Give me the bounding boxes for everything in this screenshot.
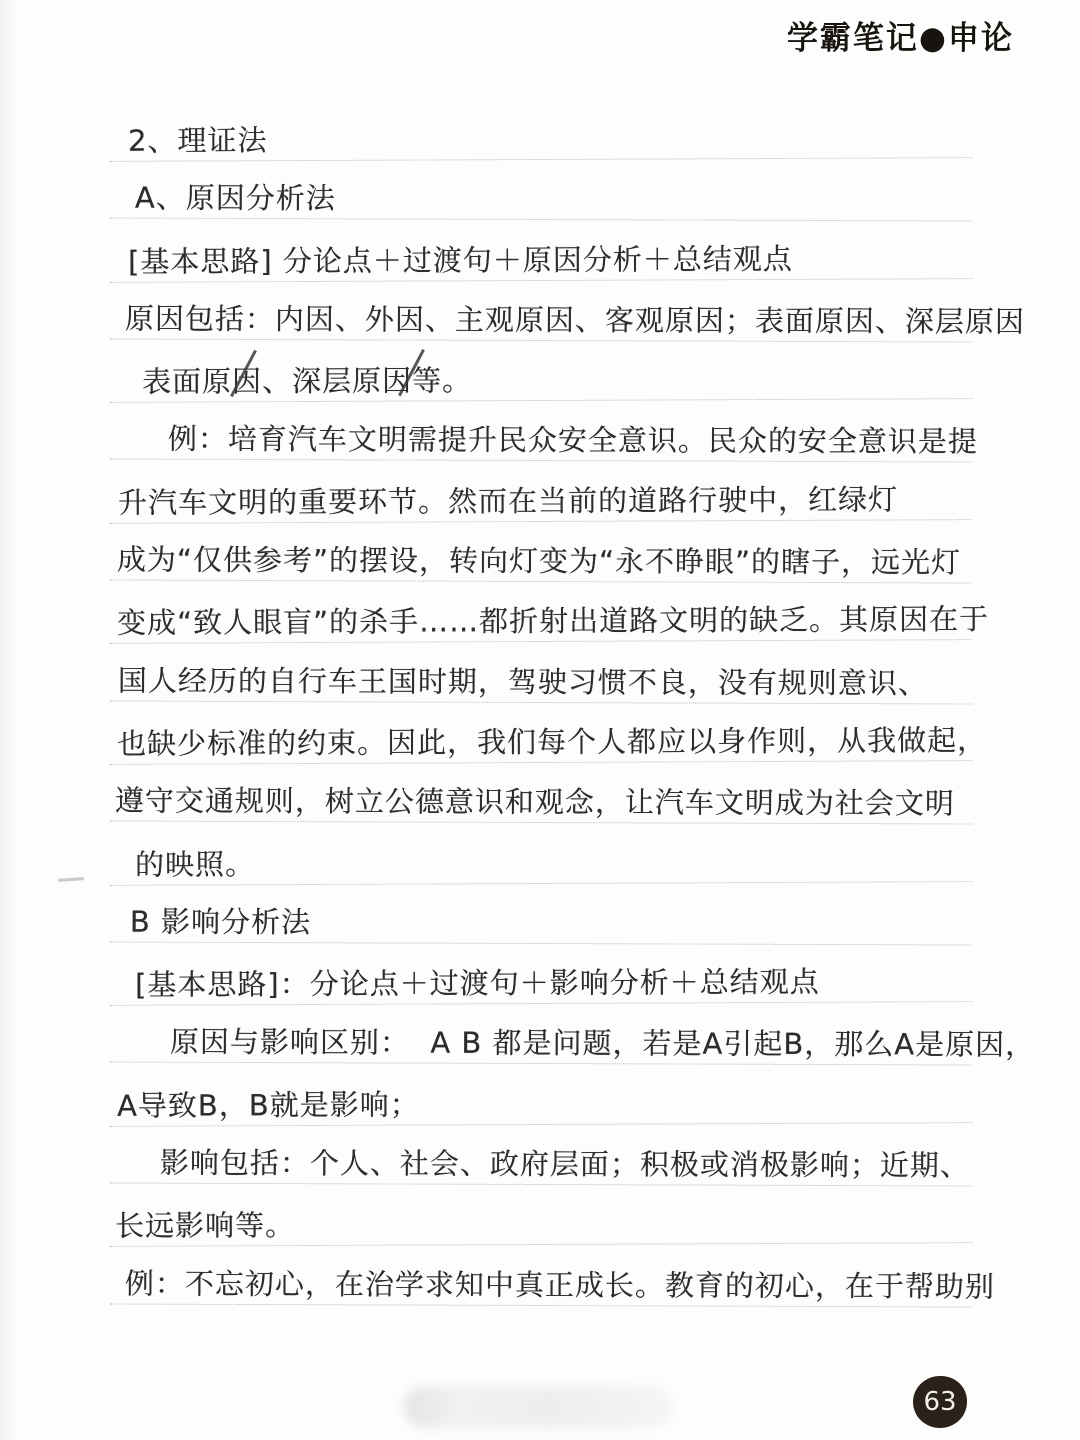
line-text: A、原因分析法 bbox=[134, 181, 336, 216]
handwritten-line bbox=[110, 521, 972, 584]
page-header-title: 学霸笔记●申论 bbox=[786, 19, 1014, 57]
handwritten-line bbox=[110, 1124, 972, 1187]
line-text: 成为“仅供参考”的摆设，转向灯变为“永不睁眼”的瞎子，远光灯 bbox=[116, 543, 962, 580]
handwritten-line bbox=[110, 460, 972, 524]
page-number-badge bbox=[913, 1376, 967, 1428]
handwritten-line bbox=[110, 822, 972, 886]
line-text: 遵守交通规则，树立公德意识和观念，让汽车文明成为社会文明 bbox=[114, 784, 956, 822]
handwritten-line bbox=[110, 98, 972, 162]
line-text: A导致B，B就是影响； bbox=[116, 1087, 420, 1124]
line-text: 表面原因、深层原因等。 bbox=[141, 363, 473, 400]
line-text: 也缺少标准的约束。因此，我们每个人都应以身作则，从我做起， bbox=[116, 723, 988, 762]
handwritten-line bbox=[110, 1063, 972, 1127]
line-text: [基本思路]：分论点＋过渡句＋影响分析＋总结观点 bbox=[134, 965, 820, 1003]
line-text: 国人经历的自行车王国时期，驾驶习惯不良，没有规则意识、 bbox=[117, 663, 929, 701]
line-text: 原因包括：内因、外因、主观原因、客观原因；表面原因、深层原因 bbox=[124, 301, 1026, 339]
line-text: 例：不忘初心，在治学求知中真正成长。教育的初心，在于帮助别 bbox=[124, 1266, 996, 1304]
line-text: 变成“致人眼盲”的杀手……都折射出道路文明的缺乏。其原因在于 bbox=[116, 602, 990, 641]
handwritten-line bbox=[110, 159, 972, 222]
handwritten-line bbox=[110, 882, 972, 945]
handwritten-line bbox=[110, 701, 988, 765]
line-text: 长远影响等。 bbox=[114, 1208, 296, 1244]
line-text: B 影响分析法 bbox=[129, 904, 312, 940]
handwritten-line bbox=[110, 942, 972, 1006]
line-text: 升汽车文明的重要环节。然而在当前的道路行驶中，红绿灯 bbox=[117, 482, 899, 521]
handwritten-line bbox=[110, 641, 972, 704]
line-text: 的映照。 bbox=[134, 847, 256, 882]
handwritten-line bbox=[110, 762, 972, 825]
handwritten-line bbox=[110, 400, 979, 463]
page-number: 63 bbox=[923, 1387, 957, 1417]
handwritten-line bbox=[110, 1183, 972, 1247]
stray-pencil-mark bbox=[58, 877, 84, 882]
line-text: [基本思路] 分论点＋过渡句＋原因分析＋总结观点 bbox=[127, 241, 793, 279]
watermark-smudge bbox=[404, 1386, 672, 1428]
handwritten-line bbox=[110, 1003, 1036, 1066]
handwriting-area bbox=[110, 100, 1036, 1306]
handwritten-line bbox=[110, 339, 972, 403]
line-text: 例：培育汽车文明需提升民众安全意识。民众的安全意识是提 bbox=[167, 422, 979, 460]
line-text: 2、理证法 bbox=[127, 123, 268, 159]
handwritten-line bbox=[110, 219, 972, 283]
handwritten-line bbox=[110, 1244, 996, 1307]
line-text: 原因与影响区别： A B 都是问题，若是A引起B，那么A是原因， bbox=[169, 1025, 1036, 1063]
line-text: 影响包括：个人、社会、政府层面；积极或消极影响；近期、 bbox=[159, 1146, 971, 1183]
handwritten-line bbox=[110, 279, 1026, 342]
handwritten-line bbox=[110, 580, 990, 644]
